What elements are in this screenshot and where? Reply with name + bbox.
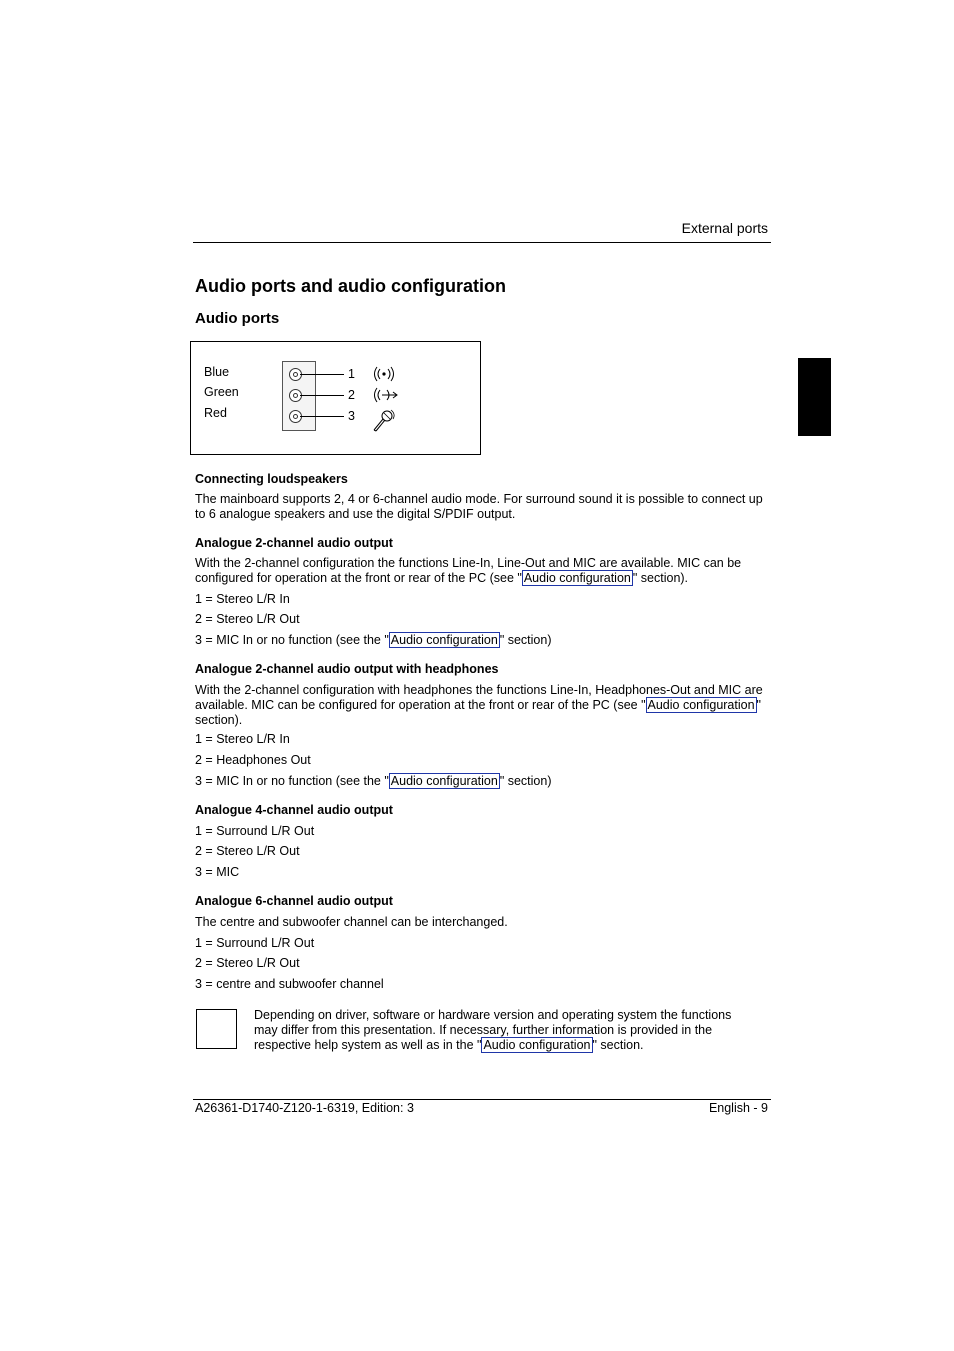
- color-label-blue: Blue: [204, 365, 230, 379]
- note-icon-box: [196, 1009, 237, 1049]
- audio-port-panel: [282, 361, 316, 431]
- list-item: 1 = Stereo L/R In: [195, 732, 290, 746]
- audio-configuration-link[interactable]: Audio configuration: [390, 774, 498, 788]
- list-item: 3 = MIC: [195, 865, 240, 879]
- heading-6-channel: Analogue 6-channel audio output: [195, 894, 393, 908]
- section-subtitle: Audio ports: [195, 310, 280, 327]
- running-header: External ports: [681, 220, 768, 236]
- list-item-text: 3 = MIC In or no function (see the ": [195, 774, 389, 788]
- list-item: 1 = Stereo L/R In: [195, 592, 290, 606]
- header-rule: [193, 242, 771, 243]
- leader-line-1: [300, 374, 344, 375]
- list-item: 3 = centre and subwoofer channel: [195, 977, 384, 991]
- list-item: 2 = Stereo L/R Out: [195, 612, 300, 626]
- line-in-icon: [371, 365, 397, 383]
- microphone-icon: [371, 408, 397, 434]
- note-text: Depending on driver, software or hardware version and operating system the functions may differ from this presentation. If necessary, further information is provided in the respective help system as well as in the ": [254, 1008, 732, 1052]
- paragraph-2-channel-headphones: [195, 683, 767, 728]
- paragraph-6-channel: The centre and subwoofer channel can be interchanged.: [195, 915, 508, 929]
- list-item: 1 = Surround L/R Out: [195, 936, 315, 950]
- list-item: 2 = Stereo L/R Out: [195, 956, 300, 970]
- list-item: [195, 774, 552, 788]
- footer-rule: [193, 1099, 771, 1100]
- audio-configuration-link[interactable]: Audio configuration: [483, 1038, 591, 1052]
- heading-4-channel: Analogue 4-channel audio output: [195, 803, 393, 817]
- heading-2-channel-headphones: Analogue 2-channel audio output with headphones: [195, 662, 499, 676]
- list-item: 2 = Stereo L/R Out: [195, 844, 300, 858]
- audio-configuration-link[interactable]: Audio configuration: [390, 633, 498, 647]
- list-item-text: " section): [499, 774, 552, 788]
- callout-number-1: 1: [348, 367, 355, 381]
- note-text: " section.: [592, 1038, 644, 1052]
- paragraph-2-channel: [195, 556, 767, 586]
- audio-configuration-link[interactable]: Audio configuration: [647, 698, 755, 712]
- list-item: 2 = Headphones Out: [195, 753, 311, 767]
- leader-line-2: [300, 395, 344, 396]
- paragraph-text: " section).: [632, 571, 689, 585]
- callout-number-3: 3: [348, 409, 355, 423]
- paragraph-text: With the 2-channel configuration the functions Line-In, Line-Out and MIC are available. MIC can be configured for operation at the front or rear of the PC (see ": [195, 556, 742, 585]
- list-item: [195, 633, 552, 647]
- list-item: 1 = Surround L/R Out: [195, 824, 315, 838]
- leader-line-3: [300, 416, 344, 417]
- chapter-tab-marker: [798, 358, 831, 436]
- note-paragraph: [254, 1008, 754, 1053]
- paragraph-text: With the 2-channel configuration with headphones the functions Line-In, Headphones-Out and MIC are available. MIC can be configured for operation at the front or rear of the PC (see ": [195, 683, 763, 712]
- line-out-icon: [371, 386, 399, 404]
- color-label-green: Green: [204, 385, 239, 399]
- page-title: Audio ports and audio configuration: [195, 276, 506, 296]
- footer-page-number: English - 9: [708, 1101, 768, 1115]
- paragraph-text: " section).: [195, 698, 761, 727]
- heading-2-channel: Analogue 2-channel audio output: [195, 536, 393, 550]
- list-item-text: " section): [499, 633, 552, 647]
- list-item-text: 3 = MIC In or no function (see the ": [195, 633, 389, 647]
- callout-number-2: 2: [348, 388, 355, 402]
- footer-document-id: A26361-D1740-Z120-1-6319, Edition: 3: [195, 1101, 414, 1115]
- color-label-red: Red: [204, 406, 227, 420]
- audio-configuration-link[interactable]: Audio configuration: [523, 571, 631, 585]
- paragraph-loudspeakers: The mainboard supports 2, 4 or 6-channel audio mode. For surround sound it is possible to connect up to 6 analogue speakers and use the digital S/PDIF output.: [195, 492, 763, 521]
- heading-connecting-loudspeakers: Connecting loudspeakers: [195, 472, 348, 486]
